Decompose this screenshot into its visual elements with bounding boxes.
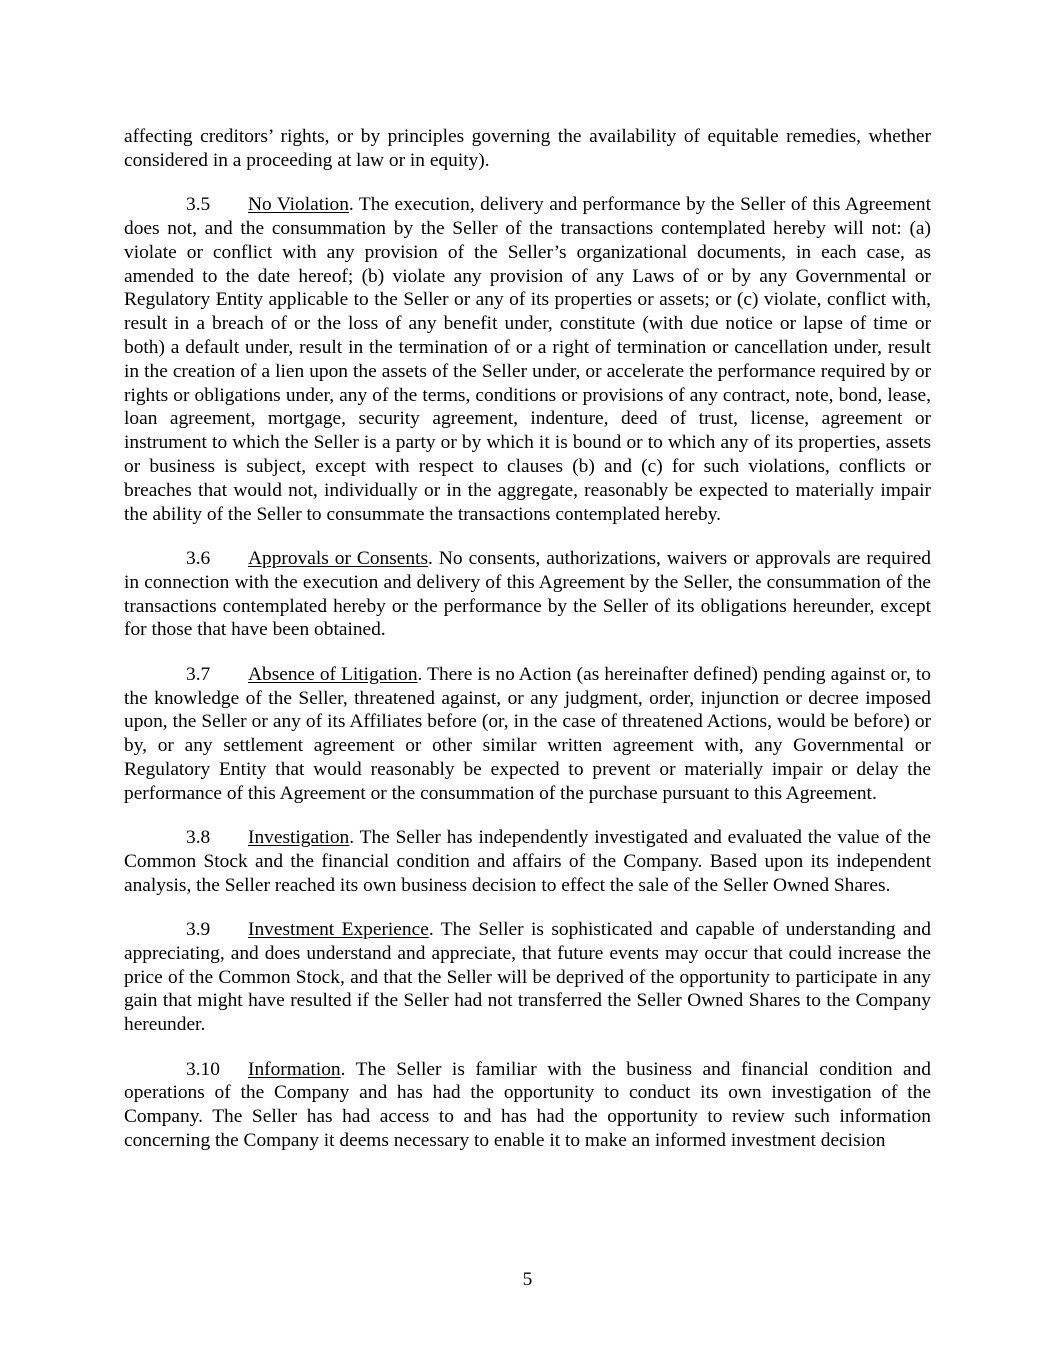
section-body: . The execution, delivery and performance by the Seller of this Agreement does not, and the consummation by the Seller of the transactions contemplated hereby will not: (a) violate or conflict with any provision of the Seller’s organizational documents, in each case, as amended to the date hereof; (b) violate any provision of any Laws of or by any Governmental or Regulatory Entity applicable to the Seller or any of its properties or assets; or (c) violate, conflict with, result in a breach of or the loss of any benefit under, constitute (with due notice or lapse of time or both) a default under, result in the termination of or a right of termination or cancellation under, result in the creation of a lien upon the assets of the Seller under, or accelerate the performance required by or rights or obligations under, any of the terms, conditions or provisions of any contract, note, bond, lease, loan agreement, mortgage, security agreement, indenture, deed of trust, license, agreement or instrument to which the Seller is a party or by which it is bound or to which any of its properties, assets or business is subject, except with respect to clauses (b) and (c) for such violations, conflicts or breaches that would not, individually or in the aggregate, reasonably be expected to materially impair the ability of the Seller to consummate the transactions contemplated hereby. [124,194,931,525]
section-heading: Information [248,1058,341,1080]
section-3-5 [124,193,931,526]
section-body: . No consents, authorizations, waivers or approvals are required in connection with the execution and delivery of this Agreement by the Seller, the consummation of the transactions contemplated hereby or the performance by the Seller of its obligations hereunder, except for those that have been obtained. [124,547,931,641]
section-heading: Investment Experience [248,919,429,941]
section-3-7 [124,663,931,806]
section-heading: No Violation [248,194,349,216]
section-3-8 [124,826,931,897]
section-3-10 [124,1058,931,1153]
section-body: . There is no Action (as hereinafter defined) pending against or, to the knowledge of the Seller, threatened against, or any judgment, order, injunction or decree imposed upon, the Seller or any of its Affiliates before (or, in the case of threatened Actions, would be before) or by, or any settlement agreement or other similar written agreement with, any Governmental or Regulatory Entity that would reasonably be expected to prevent or materially impair or delay the performance of this Agreement or the consummation of the purchase pursuant to this Agreement. [124,663,931,804]
section-heading: Absence of Litigation [248,663,418,685]
section-3-6 [124,547,931,642]
section-3-9 [124,918,931,1037]
section-number: 3.9 [186,919,211,941]
section-number: 3.7 [186,663,211,685]
section-heading: Approvals or Consents [248,547,429,569]
section-number: 3.6 [186,547,211,569]
section-number: 3.8 [186,827,211,849]
section-body: . The Seller is sophisticated and capable of understanding and appreciating, and does understand and appreciate, that future events may occur that could increase the price of the Common Stock, and that the Seller will be deprived of the opportunity to participate in any gain that might have resulted if the Seller had not transferred the Seller Owned Shares to the Company hereunder. [124,919,932,1036]
section-heading: Investigation [248,827,350,849]
section-body: . The Seller is familiar with the business and financial condition and operations of the Company and has had the opportunity to conduct its own investigation of the Company. The Seller has had access to and has had the opportunity to review such information concerning the Company it deems necessary to enable it to make an informed investment decision [124,1058,931,1152]
section-number: 3.5 [186,194,211,216]
page-number: 5 [522,1269,533,1290]
section-number: 3.10 [186,1058,220,1080]
continuation-paragraph: affecting creditors’ rights, or by principles governing the availability of equitable remedies, whether considered in a proceeding at law or in equity). [124,126,931,171]
document-page [124,125,931,1173]
section-body: . The Seller has independently investigated and evaluated the value of the Common Stock and the financial condition and affairs of the Company. Based upon its independent analysis, the Seller reached its own business decision to effect the sale of the Seller Owned Shares. [124,827,931,896]
